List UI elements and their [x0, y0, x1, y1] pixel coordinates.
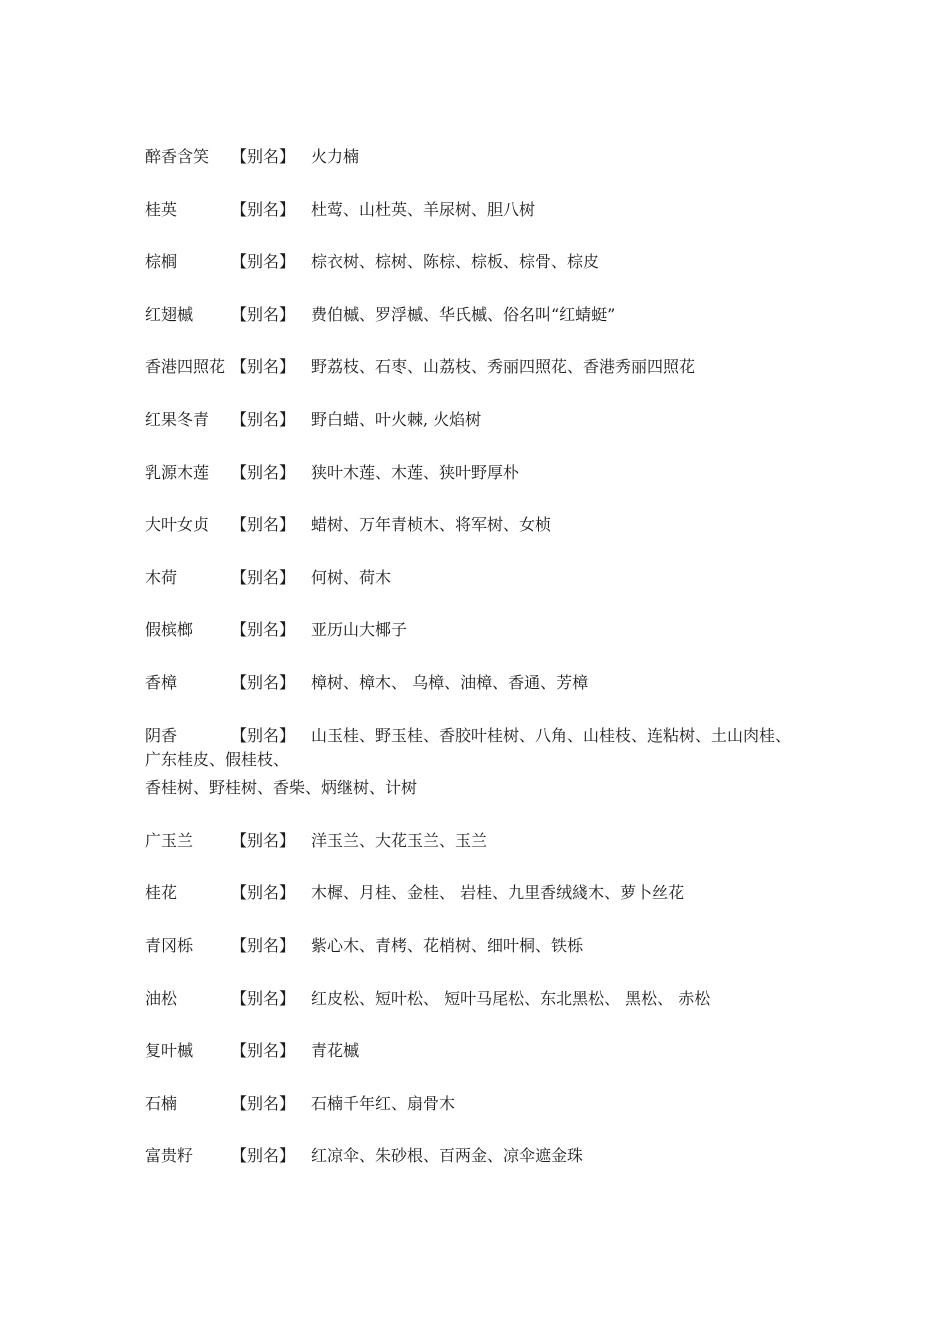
plant-name: 红翅槭 — [145, 304, 194, 324]
alias-tag: 【别名】 — [231, 515, 296, 535]
plant-alias-wrapped-line: 广东桂皮、假桂枝、 — [145, 749, 290, 769]
plant-alias: 樟树、樟木、 乌樟、油樟、香通、芳樟 — [311, 672, 589, 692]
plant-alias: 火力楠 — [311, 147, 360, 166]
list-item — [145, 355, 825, 408]
plant-alias: 野白蜡、叶火棘, 火焰树 — [311, 409, 482, 429]
plant-alias-continuation: 香桂树、野桂树、香柴、炳继树、计树 — [145, 778, 418, 798]
list-item — [145, 671, 825, 724]
plant-alias: 亚历山大椰子 — [311, 620, 408, 640]
alias-tag: 【别名】 — [231, 988, 296, 1008]
list-item — [145, 1039, 825, 1092]
plant-name: 复叶槭 — [145, 1041, 194, 1061]
list-item — [145, 198, 825, 251]
plant-alias: 青花槭 — [311, 1041, 360, 1061]
list-item — [145, 513, 825, 566]
alias-tag: 【别名】 — [231, 252, 296, 272]
list-item — [145, 1092, 825, 1145]
plant-name: 棕榈 — [145, 252, 178, 272]
list-item — [145, 145, 825, 198]
alias-tag: 【别名】 — [231, 567, 296, 587]
alias-tag: 【别名】 — [231, 620, 296, 640]
plant-alias: 杜莺、山杜英、羊尿树、胆八树 — [311, 199, 536, 219]
plant-alias: 红凉伞、朱砂根、百两金、凉伞遮金珠 — [311, 1146, 584, 1166]
plant-alias: 蜡树、万年青桢木、将军树、女桢 — [311, 515, 552, 535]
alias-tag: 【别名】 — [231, 1093, 296, 1113]
list-item — [145, 408, 825, 461]
list-item — [145, 829, 825, 882]
alias-tag: 【别名】 — [231, 199, 296, 219]
alias-tag: 【别名】 — [231, 409, 296, 429]
plant-name: 香港四照花 — [145, 357, 226, 377]
plant-alias: 洋玉兰、大花玉兰、玉兰 — [311, 830, 488, 850]
plant-alias: 红皮松、短叶松、 短叶马尾松、东北黑松、 黑松、 赤松 — [311, 988, 711, 1008]
plant-name: 青冈栎 — [145, 935, 194, 955]
alias-tag: 【别名】 — [231, 1041, 296, 1061]
list-item — [145, 987, 825, 1040]
document-body — [145, 145, 825, 1197]
alias-tag: 【别名】 — [231, 462, 296, 482]
alias-tag: 【别名】 — [231, 725, 296, 745]
list-item — [145, 1144, 825, 1197]
plant-name: 桂英 — [145, 199, 178, 219]
plant-name: 油松 — [145, 988, 178, 1008]
alias-tag: 【别名】 — [231, 357, 296, 377]
alias-tag: 【别名】 — [231, 830, 296, 850]
plant-name: 大叶女贞 — [145, 515, 210, 535]
plant-name: 红果冬青 — [145, 409, 210, 429]
alias-tag: 【别名】 — [231, 883, 296, 903]
plant-alias: 费伯槭、罗浮槭、华氏槭、俗名叫“红蜻蜓” — [311, 304, 616, 324]
alias-tag: 【别名】 — [231, 304, 296, 324]
list-item — [145, 250, 825, 303]
plant-name: 阴香 — [145, 725, 178, 745]
list-item — [145, 934, 825, 987]
list-item — [145, 566, 825, 619]
plant-name: 石楠 — [145, 1093, 178, 1113]
plant-alias: 棕衣树、棕树、陈棕、棕板、棕骨、棕皮 — [311, 252, 600, 272]
plant-alias: 何树、荷木 — [311, 567, 392, 587]
plant-name: 醉香含笑 — [145, 147, 210, 166]
plant-name: 假槟榔 — [145, 620, 194, 640]
alias-tag: 【别名】 — [231, 935, 296, 955]
plant-alias: 紫心木、青栲、花梢树、细叶桐、铁栎 — [311, 935, 584, 955]
list-item — [145, 303, 825, 356]
plant-name: 富贵籽 — [145, 1146, 194, 1166]
list-item — [145, 461, 825, 514]
plant-alias: 石楠千年红、扇骨木 — [311, 1093, 456, 1113]
plant-alias: 狭叶木莲、木莲、狭叶野厚朴 — [311, 462, 520, 482]
plant-name: 广玉兰 — [145, 830, 194, 850]
plant-name: 乳源木莲 — [145, 462, 210, 482]
list-item — [145, 724, 825, 777]
list-item — [145, 881, 825, 934]
plant-name: 桂花 — [145, 883, 178, 903]
plant-name: 香樟 — [145, 672, 178, 692]
plant-alias: 木樨、月桂、金桂、 岩桂、九里香绒綫木、萝卜丝花 — [311, 883, 685, 903]
plant-alias: 山玉桂、野玉桂、香胶叶桂树、八角、山桂枝、连粘树、土山肉桂、 — [311, 725, 792, 745]
plant-alias: 野荔枝、石枣、山荔枝、秀丽四照花、香港秀丽四照花 — [311, 357, 696, 377]
alias-continuation-paragraph — [145, 776, 825, 829]
list-item — [145, 618, 825, 671]
alias-tag: 【别名】 — [231, 147, 296, 166]
plant-name: 木荷 — [145, 567, 178, 587]
alias-tag: 【别名】 — [231, 672, 296, 692]
alias-tag: 【别名】 — [231, 1146, 296, 1166]
